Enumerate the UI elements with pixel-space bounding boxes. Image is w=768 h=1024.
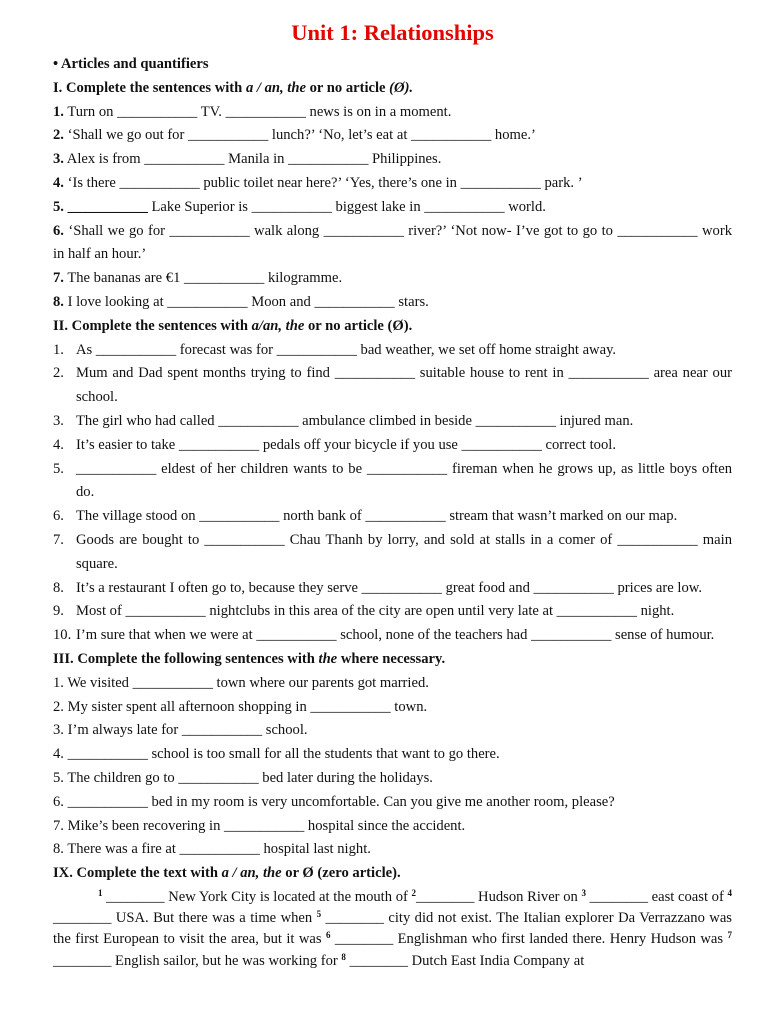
item-number: 6. (53, 508, 64, 525)
numbered-item (53, 577, 732, 601)
section-1-heading (53, 77, 732, 101)
exercise-item (53, 291, 732, 315)
item-number: 3. (53, 151, 64, 168)
paragraph-text: ________ east coast of (585, 888, 728, 905)
item-text: It’s a restaurant I often go to, because they serve ___________ great food and ___________ prices are low. (76, 579, 702, 596)
gap-number: 6 (325, 930, 331, 941)
cloze-paragraph (53, 887, 732, 972)
numbered-item (53, 624, 732, 648)
heading-italic: a/an, the (251, 317, 305, 334)
paragraph-text: ________ Hudson River on (416, 888, 582, 905)
item-text: Lake Superior is ___________ biggest lake in ___________ world. (147, 198, 546, 215)
item-text: The bananas are €1 ___________ kilogramme. (63, 270, 343, 287)
heading-text: IX. Complete the text with (53, 865, 222, 882)
heading-text: where necessary. (337, 650, 446, 667)
numbered-item (53, 600, 732, 624)
item-number: 5. ___________ (53, 198, 148, 215)
item-number: 4. (53, 436, 64, 453)
gap-number: 7 (727, 930, 732, 941)
gap-number: 2 (411, 887, 417, 898)
gap-number: 8 (341, 951, 346, 962)
exercise-item (53, 196, 732, 220)
numbered-item (53, 505, 732, 529)
item-number: 8. (53, 293, 64, 310)
item-text: ‘Shall we go for ___________ walk along ___________ river?’ ‘Not now- I’ve got to go to ___________ work in half an hour.’ (53, 222, 732, 263)
section-9-heading (53, 862, 732, 886)
paragraph-text: ________ New York City is located at the mouth of (102, 888, 412, 905)
gap-number: 3 (581, 887, 586, 898)
numbered-item (53, 339, 732, 363)
item-text: Turn on ___________ TV. ___________ news is on in a moment. (63, 103, 452, 120)
heading-italic: a / an, the (245, 79, 306, 96)
heading-text: or Ø (zero article). (281, 865, 401, 882)
heading-text: or no article (Ø). (304, 317, 413, 334)
item-number: 7. (53, 270, 64, 287)
numbered-item (53, 458, 732, 506)
heading-text: III. Complete the following sentences with (53, 650, 319, 667)
exercise-item (53, 267, 732, 291)
exercise-item: 5. The children go to ___________ bed later during the holidays. (53, 769, 433, 786)
heading-text: or no article (305, 79, 390, 96)
numbered-item (53, 529, 732, 577)
item-number: 8. (53, 579, 64, 596)
item-text: ‘Shall we go out for ___________ lunch?’ ‘No, let’s eat at ___________ home.’ (63, 127, 536, 144)
item-number: 9. (53, 603, 64, 620)
exercise-item (53, 124, 732, 148)
item-text: I love looking at ___________ Moon and ___________ stars. (63, 293, 429, 310)
page-title: Unit 1: Relationships (291, 20, 494, 45)
exercise-item (53, 148, 732, 172)
gap-number: 1 (98, 887, 103, 898)
item-number: 7. (53, 531, 64, 548)
numbered-item (53, 410, 732, 434)
item-text: As ___________ forecast was for ___________ bad weather, we set off home straight away. (76, 341, 617, 358)
heading-text: I. Complete the sentences with (53, 79, 246, 96)
item-number: 6. (53, 222, 64, 239)
numbered-item (53, 434, 732, 458)
item-number: 1. (53, 103, 64, 120)
exercise-item: 2. My sister spent all afternoon shopping in ___________ town. (53, 698, 428, 715)
numbered-item (53, 362, 732, 410)
item-text: The girl who had called ___________ ambulance climbed in beside ___________ injured man. (76, 412, 634, 429)
heading-italic: the (318, 650, 338, 667)
exercise-item: 1. We visited ___________ town where our parents got married. (53, 674, 429, 691)
item-text: ‘Is there ___________ public toilet near here?’ ‘Yes, there’s one in ___________ park. ’ (63, 174, 583, 191)
exercise-item (53, 220, 732, 268)
item-number: 4. (53, 174, 64, 191)
topic-heading: • Articles and quantifiers (53, 56, 209, 72)
exercise-item: 4. ___________ school is too small for all the students that want to go there. (53, 746, 500, 763)
section-2-heading (53, 315, 732, 339)
item-number: 2. (53, 365, 64, 382)
gap-number: 5 (316, 909, 322, 920)
item-text: Alex is from ___________ Manila in ___________ Philippines. (63, 151, 442, 168)
exercise-item: 8. There was a fire at ___________ hospital last night. (53, 841, 371, 858)
item-text: It’s easier to take ___________ pedals off your bicycle if you use ___________ correct tool. (76, 436, 616, 453)
heading-italic: a / an, the (221, 865, 282, 882)
exercise-item (53, 101, 732, 125)
exercise-item (53, 172, 732, 196)
item-text: The village stood on ___________ north bank of ___________ stream that wasn’t marked on our map. (76, 508, 678, 525)
item-text: Mum and Dad spent months trying to find ___________ suitable house to rent in ___________ area near our school. (76, 365, 732, 406)
heading-text: II. Complete the sentences with (53, 317, 252, 334)
exercise-item: 6. ___________ bed in my room is very uncomfortable. Can you give me another room, please? (53, 793, 615, 810)
paragraph-text: ________ city did not exist. The Italian explorer Da Verrazzano was the first European to visit the area, but it was (53, 910, 732, 948)
item-number: 1. (53, 341, 64, 358)
heading-italic: (Ø). (389, 79, 414, 96)
item-text: I’m sure that when we were at ___________ school, none of the teachers had ___________ sense of humour. (76, 627, 715, 644)
paragraph-text: ________ Dutch East India Company at (345, 952, 585, 969)
worksheet-page (53, 18, 732, 972)
item-number: 3. (53, 412, 64, 429)
item-number: 2. (53, 127, 64, 144)
paragraph-text: ________ Englishman who first landed there. Henry Hudson was (330, 931, 728, 948)
item-text: Goods are bought to ___________ Chau Thanh by lorry, and sold at stalls in a comer of ___________ main square. (76, 531, 732, 572)
paragraph-text: ________ English sailor, but he was working for (53, 952, 342, 969)
gap-number: 4 (727, 887, 732, 898)
item-text: Most of ___________ nightclubs in this area of the city are open until very late at ___________ night. (76, 603, 675, 620)
item-text: ___________ eldest of her children wants to be ___________ fireman when he grows up, as little boys often do. (76, 460, 732, 501)
section-3-heading (53, 648, 732, 672)
exercise-item: 7. Mike’s been recovering in ___________ hospital since the accident. (53, 817, 466, 834)
item-number: 5. (53, 460, 64, 477)
paragraph-text: ________ USA. But there was a time when (53, 910, 317, 927)
exercise-item: 3. I’m always late for ___________ school. (53, 722, 308, 739)
item-number: 10. (53, 627, 72, 644)
